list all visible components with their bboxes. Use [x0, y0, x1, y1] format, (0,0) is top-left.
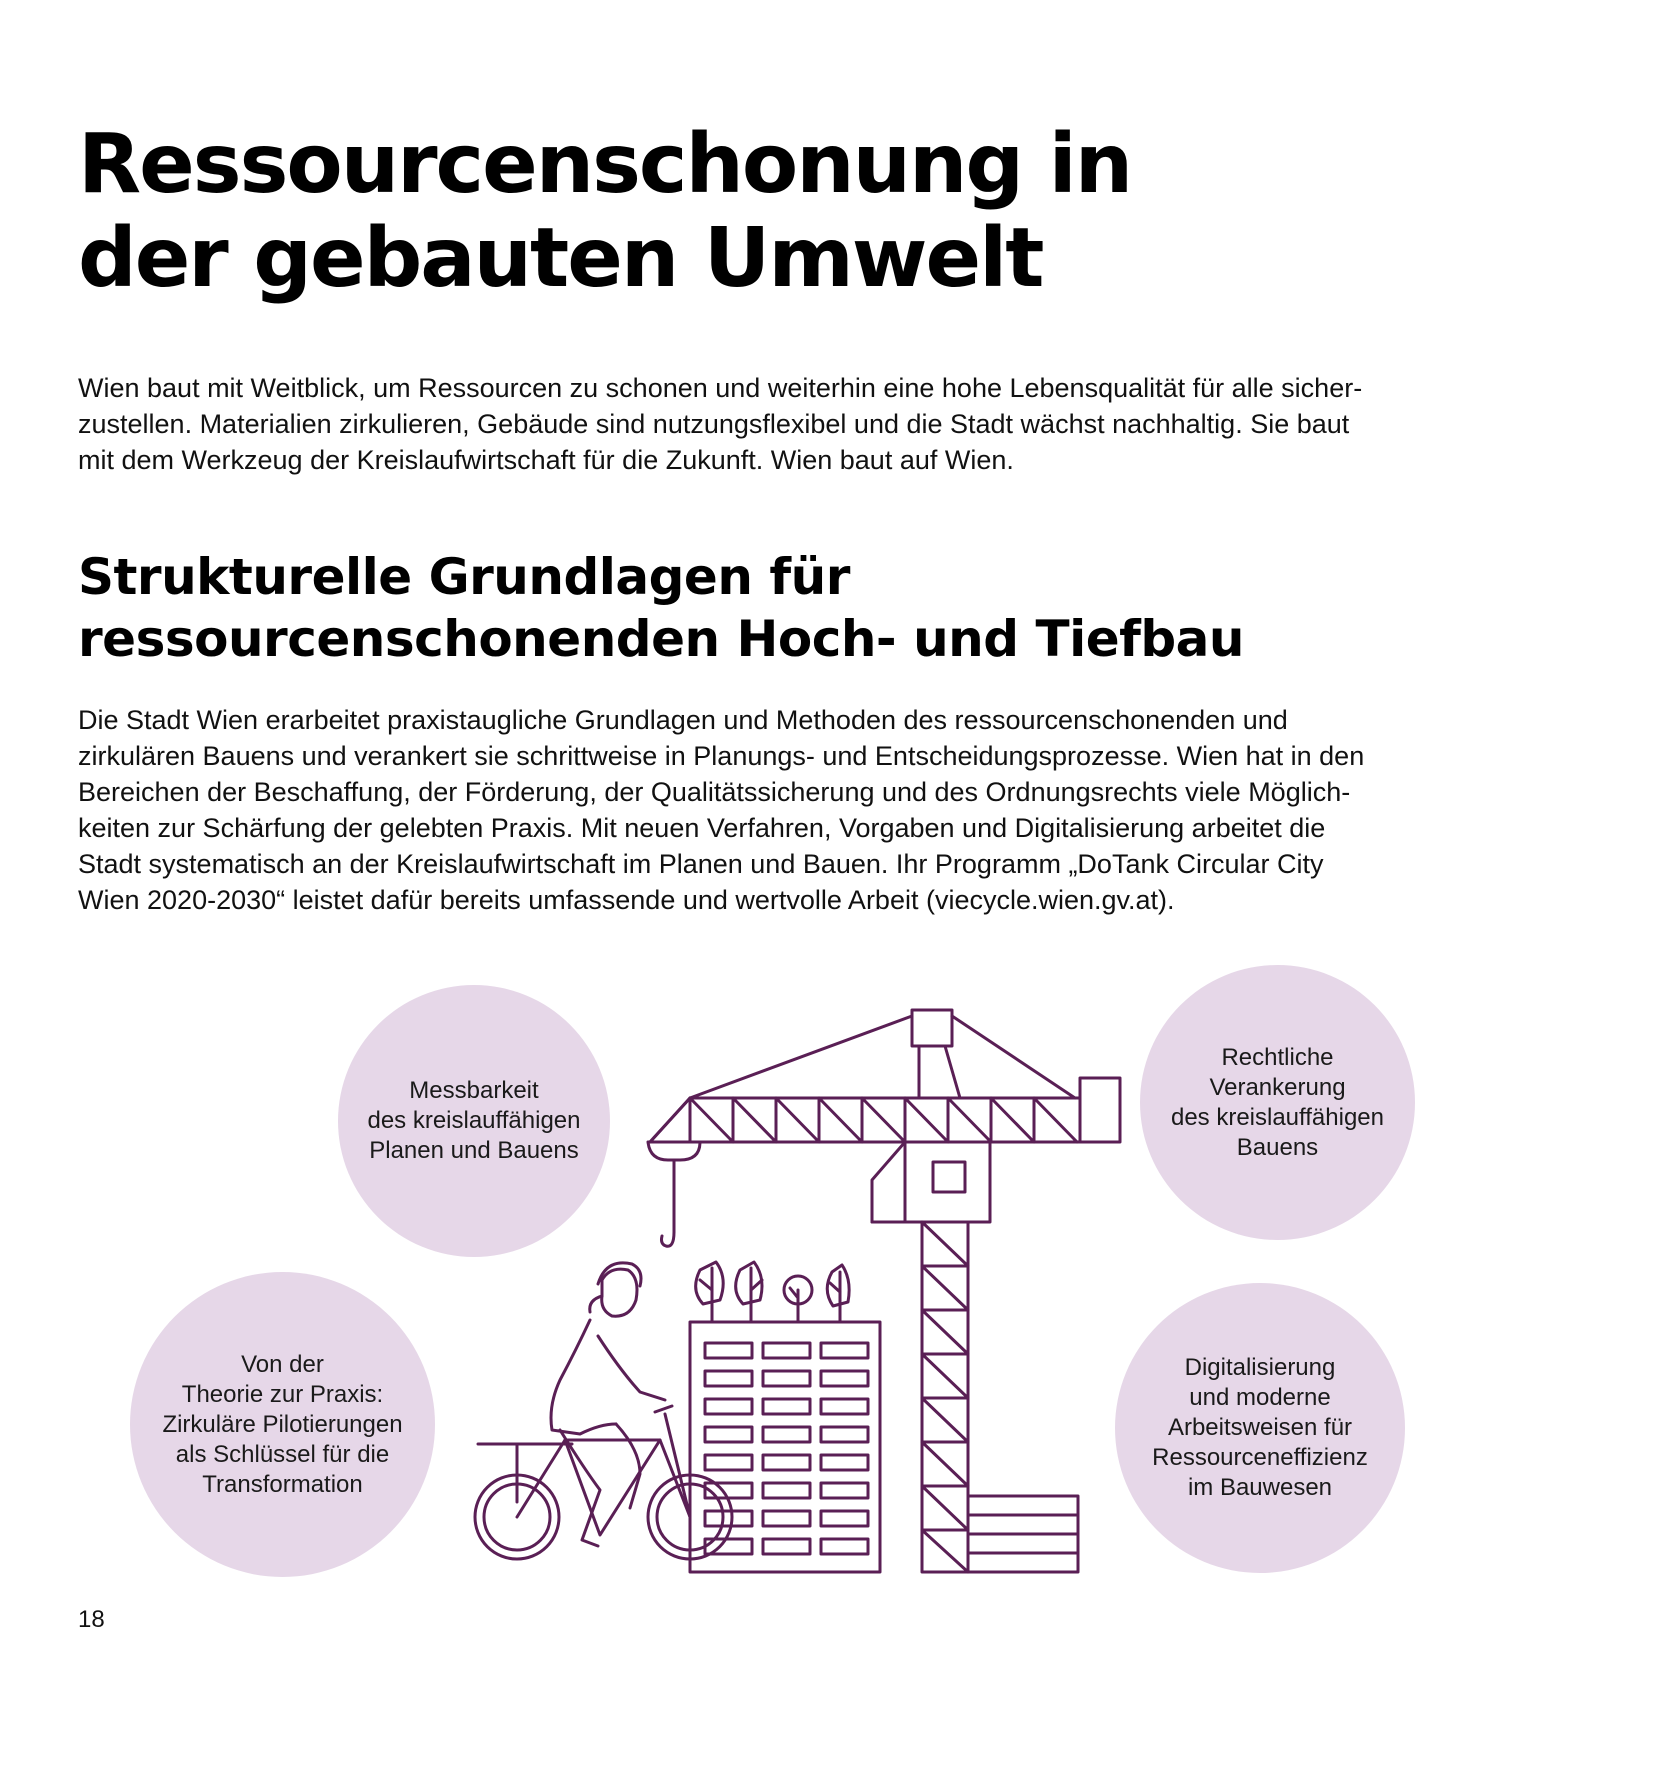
circle-measurability-line-3: Planen und Bauens: [369, 1137, 579, 1164]
intro-line-1: Wien baut mit Weitblick, um Ressourcen zu schonen und weiterhin eine hohe Lebensqualität für alle sicher-: [78, 373, 1363, 403]
intro-paragraph: [78, 370, 1458, 478]
intro-line-3: mit dem Werkzeug der Kreislaufwirtschaft für die Zukunft. Wien baut auf Wien.: [78, 445, 1014, 475]
circle-digital-text: [1152, 1353, 1368, 1503]
circle-theory: [130, 1272, 435, 1577]
building-icon: [690, 1262, 880, 1572]
page-title-line-2: der gebauten Umwelt: [78, 211, 1043, 306]
section-paragraph: [78, 702, 1478, 918]
circle-digital-line-3: Arbeitsweisen für: [1167, 1414, 1353, 1441]
circle-digital-line-2: und moderne: [1189, 1384, 1331, 1411]
cyclist-icon: [475, 1263, 732, 1559]
tree-icon: [696, 1262, 849, 1322]
circle-theory-line-1: Von der: [241, 1350, 324, 1378]
circle-theory-line-3: Zirkuläre Pilotierungen: [162, 1410, 403, 1438]
page-title: [78, 118, 1131, 306]
circle-measurability-line-1: Messbarkeit: [409, 1077, 539, 1104]
intro-line-2: zustellen. Materialien zirkulieren, Gebäude sind nutzungsflexibel und die Stadt wächst nachhaltig. Sie baut: [78, 409, 1350, 439]
circle-digital-line-5: im Bauwesen: [1187, 1474, 1333, 1501]
circle-digital: [1115, 1283, 1405, 1573]
circle-legal-line-1: Rechtliche: [1221, 1043, 1334, 1071]
page-number: 18: [78, 1606, 105, 1633]
section-heading: [78, 546, 1244, 670]
circle-theory-line-5: Transformation: [202, 1470, 363, 1498]
section-line-4: keiten zur Schärfung der gelebten Praxis. Mit neuen Verfahren, Vorgaben und Digitalisierung arbeitet die: [78, 813, 1326, 843]
circle-measurability-line-2: des kreislauffähigen: [367, 1107, 581, 1134]
section-line-3: Bereichen der Beschaffung, der Förderung, der Qualitätssicherung und des Ordnungsrechts viele Möglich-: [78, 777, 1351, 807]
circle-theory-line-2: Theorie zur Praxis:: [181, 1380, 384, 1408]
page-title-line-1: Ressourcenschonung in: [78, 117, 1132, 212]
circle-theory-line-4: als Schlüssel für die: [175, 1440, 390, 1468]
circle-digital-line-4: Ressourceneffizienz: [1152, 1444, 1368, 1471]
crane-jib-lattice: [650, 1098, 1077, 1142]
circle-legal: [1140, 965, 1415, 1240]
section-line-5: Stadt systematisch an der Kreislaufwirtschaft im Planen und Bauen. Ihr Programm „DoTank Circular City: [78, 849, 1324, 879]
building-windows: [705, 1343, 868, 1554]
circle-legal-text: [1171, 1043, 1384, 1163]
section-line-6: Wien 2020-2030“ leistet dafür bereits umfassende und wertvolle Arbeit (viecycle.wien.gv.at).: [78, 885, 1175, 915]
section-line-2: zirkulären Bauens und verankert sie schrittweise in Planungs- und Entscheidungsprozesse. Wien hat in den: [78, 741, 1365, 771]
circle-legal-line-4: Bauens: [1236, 1133, 1319, 1161]
section-heading-line-1: Strukturelle Grundlagen für: [78, 548, 850, 606]
crane-tower-lattice: [922, 1222, 968, 1572]
circle-theory-text: [162, 1350, 402, 1500]
circle-legal-line-3: des kreislauffähigen: [1170, 1103, 1385, 1131]
section-heading-line-2: ressourcenschonenden Hoch- und Tiefbau: [78, 610, 1245, 668]
circle-legal-line-2: Verankerung: [1209, 1073, 1346, 1101]
circle-digital-line-1: Digitalisierung: [1184, 1354, 1336, 1381]
construction-illustration: [460, 990, 1140, 1590]
section-line-1: Die Stadt Wien erarbeitet praxistaugliche Grundlagen und Methoden des ressourcenschonenden und: [78, 705, 1288, 735]
